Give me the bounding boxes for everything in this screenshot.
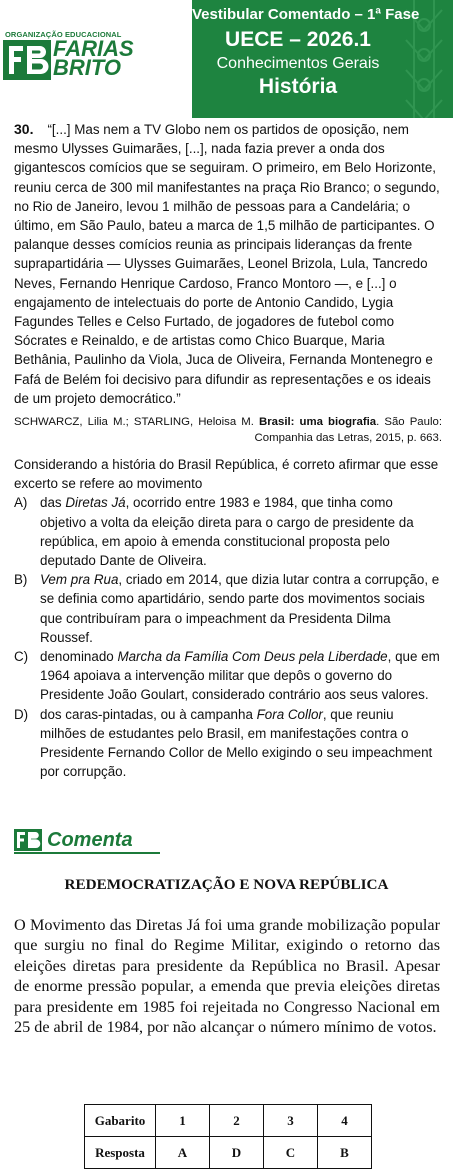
comenta-label: Comenta [47,829,133,851]
option-text-post: , que em 1964 apoiava a intervenção militar que depôs o governo do Presidente João Goulart, considerado contrário aos seus valores. [40,649,440,703]
option-letter: D) [14,706,29,722]
exam-label: Vestibular Comentado – 1ª Fase [192,6,420,23]
option-a[interactable] [14,493,442,570]
table-row-label: Resposta [85,1137,156,1169]
option-text-emphasis: Fora Collor [256,706,323,722]
question-number: 30. [14,121,34,137]
option-letter: A) [14,495,28,511]
option-text [40,493,442,570]
answer-cell: A [156,1137,210,1169]
brand-bottom-word: BRITO [53,55,122,80]
citation-rest: . São Paulo: Companhia das Letras, 2015, p. 663. [254,416,442,445]
option-text [40,705,442,782]
citation-authors: SCHWARCZ, Lilia M.; STARLING, Heloisa M. [14,416,259,429]
question-number-cell: 2 [210,1105,264,1137]
comment-text: O Movimento das Diretas Já foi uma grande mobilização popular que surgiu no final do Regime Militar, exigindo o retorno das eleições diretas para presidente da República no Brasil. Apesar de enorme pressão popular, a emenda que previa eleições diretas para presidente em 1985 foi rejeitada no Congresso Nacional em 25 de abril de 1984, por não alcançar o número mínimo de votos. [14,916,440,1037]
question-excerpt: “[...] Mas nem a TV Globo nem os partidos de oposição, nem mesmo Ulysses Guimarães, [...], nada fazia prever a onda dos gigantescos comícios que se seguiram. O primeiro, em Belo Horizonte, reuniu cerca de 300 mil manifestantes na praça Rio Branco; o segundo, no Rio de Janeiro, levou 1 milhão de pessoas para a Candelária; o último, em São Paulo, bateu a marca de 1,5 milhão de participantes. O palanque desses comícios reunia as principais lideranças da frente suprapartidária — Ulysses Guimarães, Leonel Brizola, Lula, Tancredo Neves, Fernando Henrique Cardoso, Franco Montoro —, e [...] o engajamento de intelectuais do porte de Antonio Candido, Lygia Fagundes Telles e Celso Furtado, de jogadores de futebol como Sócrates e Reinaldo, e de artistas como Chico Buarque, Maria Bethânia, Paulinho da Viola, Juca de Oliveira, Fernanda Montenegro e Fafá de Belém foi decisivo para difundir as representações e os ideais de um projeto democrático.” [14,122,440,406]
question-body [14,120,442,408]
option-text-pre: das [40,495,66,511]
table-row [85,1137,372,1169]
comenta-heading [14,827,160,855]
option-text-emphasis: Vem pra Rua [40,572,119,588]
option-text-emphasis: Diretas Já [65,495,126,511]
question-number-cell: 3 [264,1105,318,1137]
question-block [14,120,442,782]
option-text-pre: dos caras-pintadas, ou à campanha [40,706,257,722]
brand-name [53,36,134,80]
fb-logo-icon [14,829,42,851]
option-c[interactable] [14,647,442,705]
brand-top-word: FARIAS [53,36,134,61]
option-d[interactable] [14,705,442,782]
question-number-cell: 4 [318,1105,372,1137]
citation-title: Brasil: uma biografia [259,416,377,429]
exam-subject: História [258,75,338,98]
brand-org-label: ORGANIZAÇÃO EDUCACIONAL [5,30,122,39]
question-number-cell: 1 [156,1105,210,1137]
option-text [40,570,442,647]
option-b[interactable] [14,570,442,647]
comenta-underline [14,852,160,854]
table-header-label: Gabarito [85,1105,156,1137]
option-text-post: , criado em 2014, que dizia lutar contra a corrupção, e se definia como apartidário, sendo parte dos movimentos sociais que contribuíram para o impeachment da Presidenta Dilma Roussef. [40,572,440,645]
question-stem: Considerando a história do Brasil República, é correto afirmar que esse excerto se refere ao movimento [14,457,439,492]
option-text-pre: denominado [40,649,118,665]
farias-brito-logo [3,30,138,85]
option-text-post: , ocorrido entre 1983 e 1984, que tinha como objetivo a volta da eleição direta para o cargo de presidente da república, em apoio à emenda constitucional proposta pelo deputado Dante de Oliveira. [40,495,414,569]
exam-title: UECE – 2026.1 [225,28,371,51]
exam-subject-area: Conhecimentos Gerais [216,55,380,72]
answer-cell: B [318,1137,372,1169]
option-letter: B) [14,572,28,588]
fb-logo-icon [3,40,51,80]
section-title: REDEMOCRATIZAÇÃO E NOVA REPÚBLICA [64,876,389,893]
option-text [40,647,442,705]
table-row [85,1105,372,1137]
answer-cell: C [264,1137,318,1169]
option-text-emphasis: Marcha da Família Com Deus pela Liberdade [117,649,388,665]
answer-key-table [84,1104,372,1169]
option-letter: C) [14,649,29,665]
option-text-post: , que reuniu milhões de estudantes pelo Brasil, em manifestações contra o Presidente Fernando Collor de Mello exigindo o seu impeachment por corrupção. [40,706,433,780]
answer-cell: D [210,1137,264,1169]
citation [14,414,442,446]
header-banner [192,0,453,118]
page-header [0,0,453,118]
